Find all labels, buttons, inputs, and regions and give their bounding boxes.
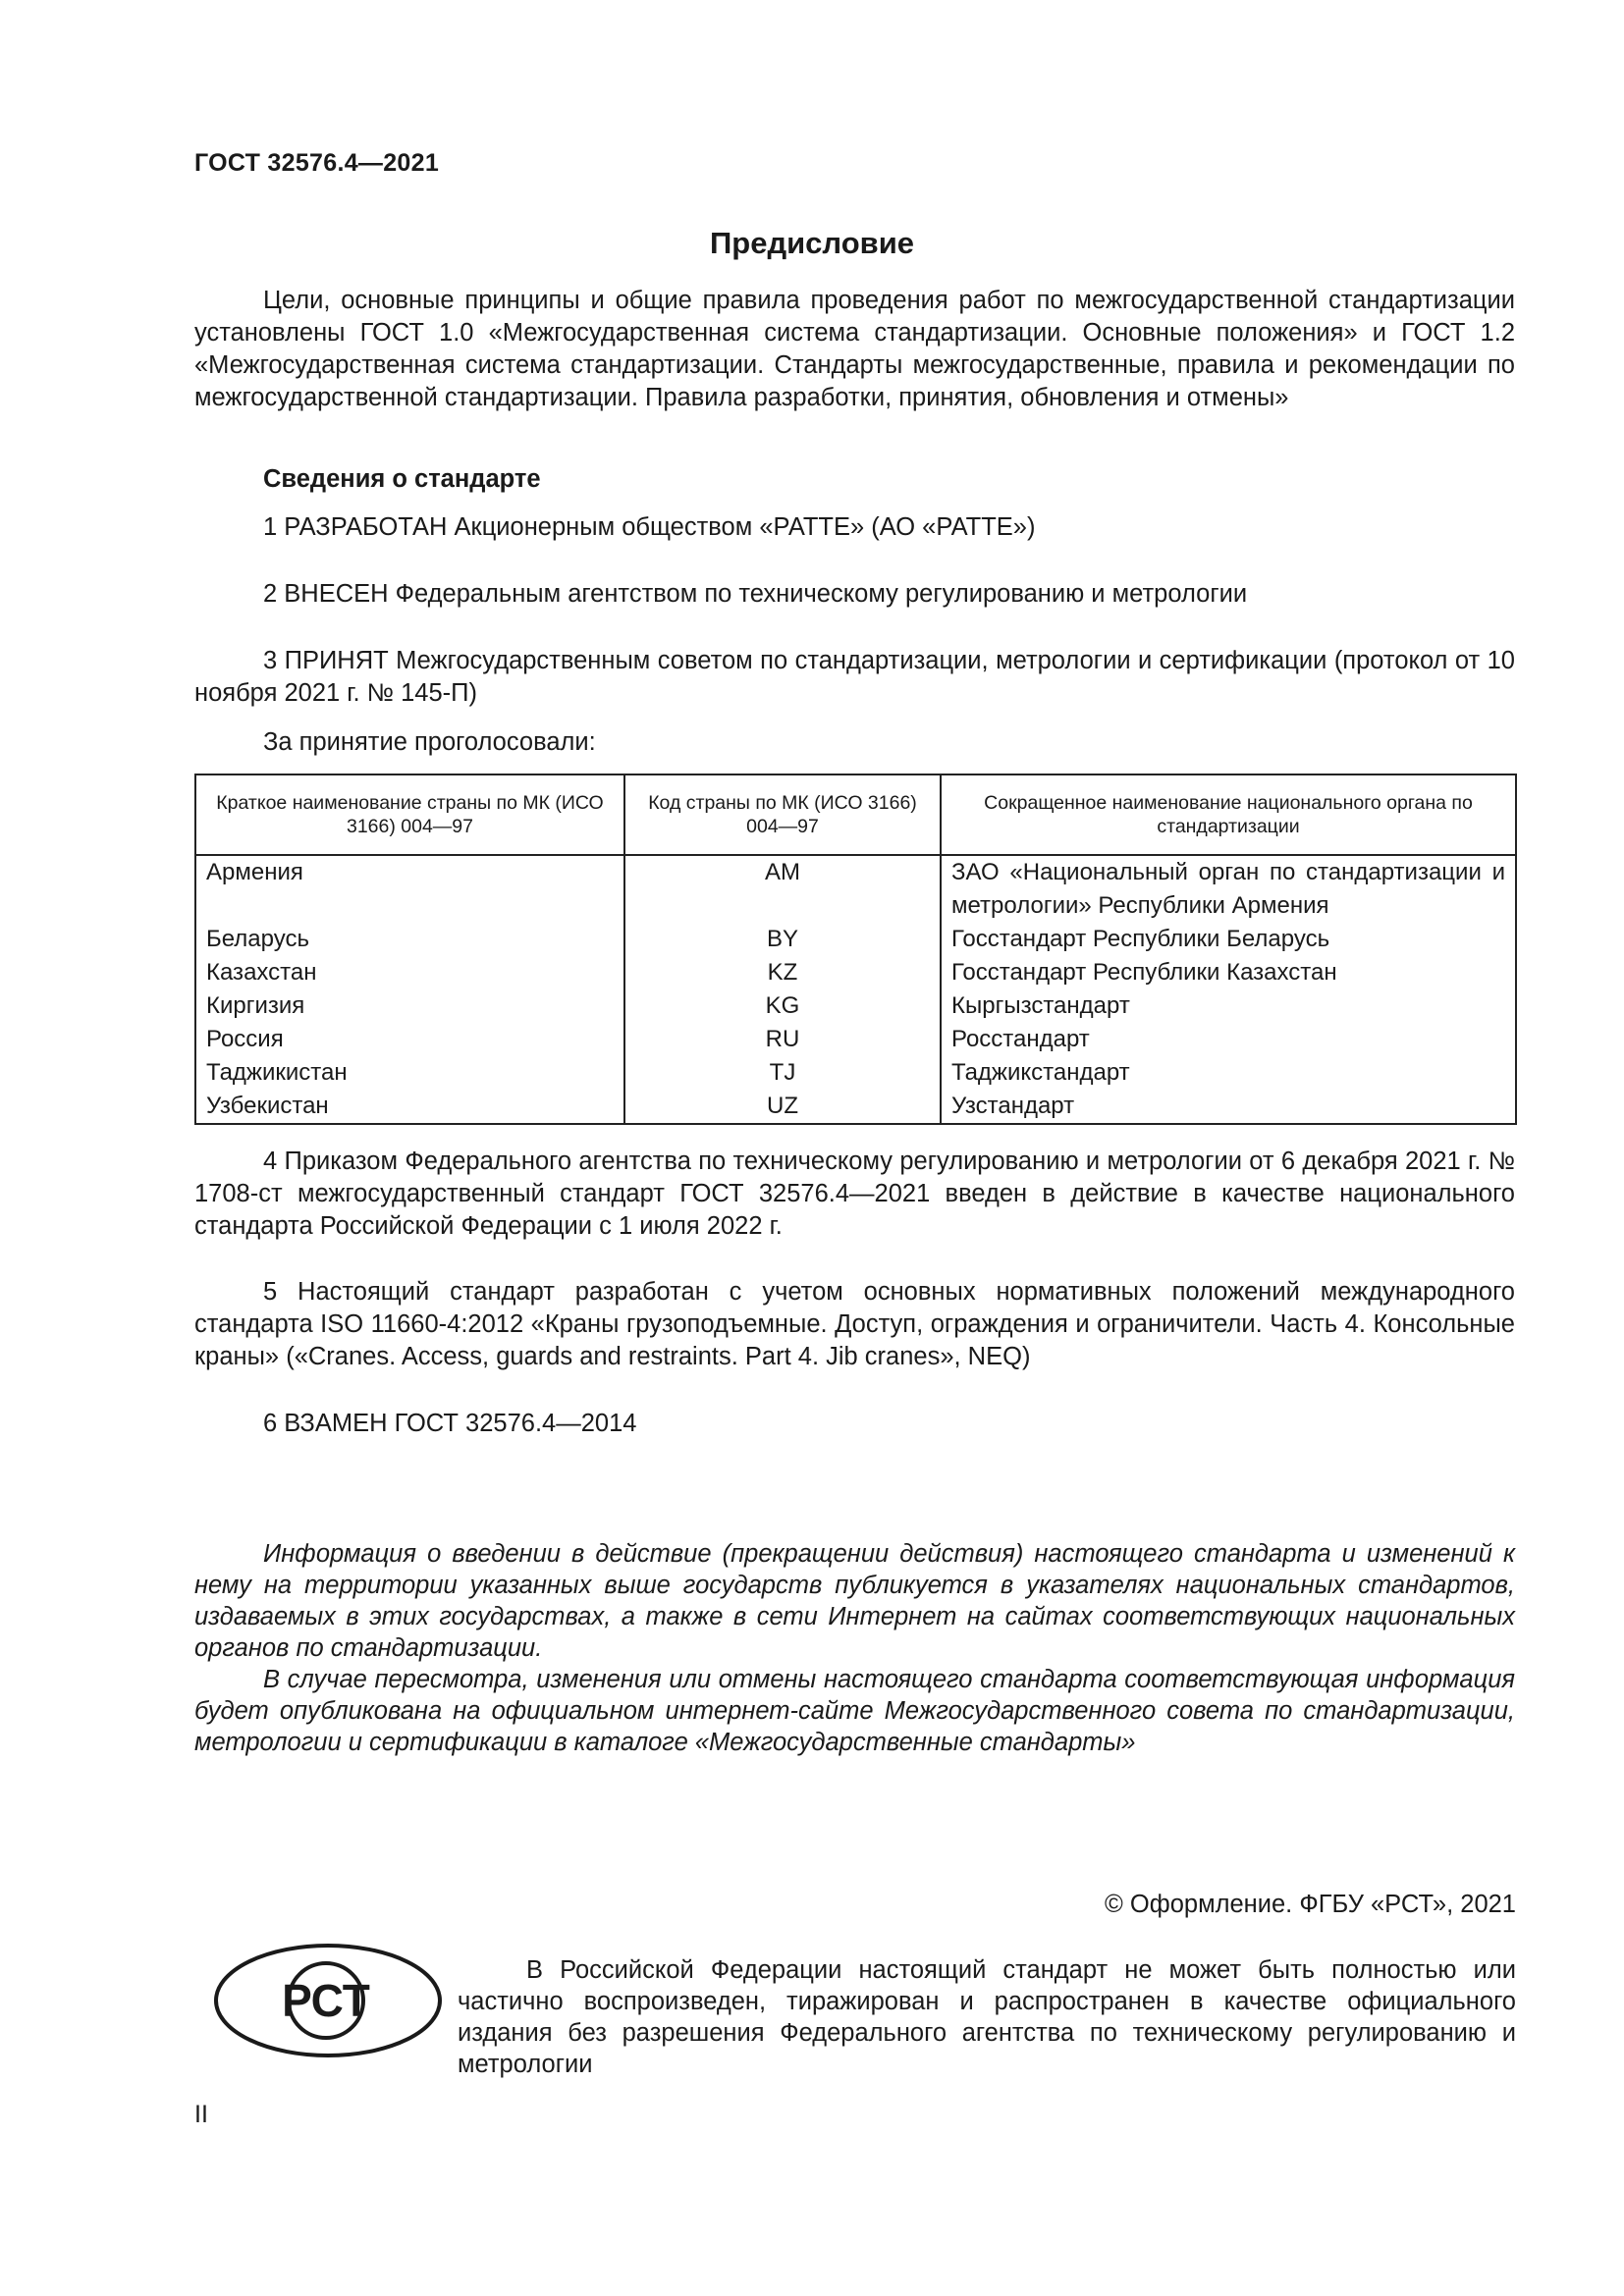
- intro-paragraph: Цели, основные принципы и общие правила проведения работ по межгосударственной стандартизации установлены ГОСТ 1.0 «Межгосударственная система стандартизации. Основные положения» и ГОСТ 1.2 «Межгосударственная система стандартизации. Стандарты межгосударственные, правила и рекомендации по межгосударственной стандартизации. Правила разработки, принятия, обновления и отмены»: [194, 287, 1515, 411]
- info-heading: Сведения о стандарте: [263, 465, 541, 493]
- item-5: 5 Настоящий стандарт разработан с учетом основных нормативных положений международного стандарта ISO 11660-4:2012 «Краны грузоподъемные. Доступ, ограждения и ограничители. Часть 4. Консольные краны» («Cranes. Access, guards and restraints. Part 4. Jib cranes», NEQ): [194, 1278, 1515, 1370]
- item-6: 6 ВЗАМЕН ГОСТ 32576.4—2014: [263, 1410, 637, 1437]
- item-2-block: [194, 578, 1515, 611]
- header-code: Код страны по МК (ИСО 3166) 004—97: [624, 774, 941, 855]
- cell-country: Таджикистан: [195, 1056, 624, 1090]
- cell-body: Госстандарт Республики Беларусь: [941, 923, 1516, 956]
- cell-body: Таджикстандарт: [941, 1056, 1516, 1090]
- table-row: [195, 956, 1516, 989]
- header-country: Краткое наименование страны по МК (ИСО 3166) 004—97: [195, 774, 624, 855]
- header-body: Сокращенное наименование национального органа по стандартизации: [941, 774, 1516, 855]
- table-row: [195, 855, 1516, 923]
- cell-country: Узбекистан: [195, 1090, 624, 1124]
- item-3-block: [194, 645, 1515, 710]
- cell-code: KZ: [624, 956, 941, 989]
- table-row: [195, 1056, 1516, 1090]
- table-row: [195, 923, 1516, 956]
- cell-code: RU: [624, 1023, 941, 1056]
- intro-section: [194, 285, 1515, 414]
- copyright: © Оформление. ФГБУ «РСТ», 2021: [1105, 1891, 1516, 1918]
- voting-table: [194, 774, 1517, 1125]
- cell-body: Кыргызстандарт: [941, 989, 1516, 1023]
- page-title: Предисловие: [709, 226, 914, 260]
- cell-code: KG: [624, 989, 941, 1023]
- logo-letters: РСТ: [282, 1975, 370, 2026]
- cell-code: AM: [624, 855, 941, 923]
- cell-body: Узстандарт: [941, 1090, 1516, 1124]
- voted-block: [194, 726, 1515, 759]
- rst-logo-icon: [210, 1940, 446, 2061]
- voted-label: За принятие проголосовали:: [263, 728, 596, 756]
- cell-country: Армения: [195, 855, 624, 923]
- item-4: 4 Приказом Федерального агентства по техническому регулированию и метрологии от 6 декабря 2021 г. № 1708-ст межгосударственный стандарт ГОСТ 32576.4—2021 введен в действие в качестве национального стандарта Российской Федерации с 1 июля 2022 г.: [194, 1148, 1515, 1240]
- pct-certification-logo: [210, 1940, 446, 2066]
- notice-paragraph-1: Информация о введении в действие (прекращении действия) настоящего стандарта и изменений к нему на территории указанных выше государств публикуется в указателях национальных стандартов, издаваемых в этих государствах, а также в сети Интернет на сайтах соответствующих национальных органов по стандартизации.: [194, 1540, 1515, 1662]
- table-row: [195, 989, 1516, 1023]
- cell-code: BY: [624, 923, 941, 956]
- cell-body: Госстандарт Республики Казахстан: [941, 956, 1516, 989]
- item-4-block: [194, 1146, 1515, 1243]
- standard-code: ГОСТ 32576.4—2021: [194, 149, 440, 177]
- cell-country: Россия: [195, 1023, 624, 1056]
- info-section: [194, 463, 1515, 496]
- cell-country: Киргизия: [195, 989, 624, 1023]
- table-row: [195, 1023, 1516, 1056]
- item-6-block: [194, 1408, 1515, 1440]
- item-3: 3 ПРИНЯТ Межгосударственным советом по стандартизации, метрологии и сертификации (протокол от 10 ноября 2021 г. № 145-П): [194, 647, 1515, 707]
- rf-copyright-note: В Российской Федерации настоящий стандарт не может быть полностью или частично воспроизведен, тиражирован и распространен в качестве официального издания без разрешения Федерального агентства по техническому регулированию и метрологии: [458, 1956, 1516, 2078]
- cell-country: Беларусь: [195, 923, 624, 956]
- item-1-block: [194, 511, 1515, 544]
- cell-country: Казахстан: [195, 956, 624, 989]
- cell-code: TJ: [624, 1056, 941, 1090]
- cell-body: ЗАО «Национальный орган по стандартизации и метрологии» Республики Армения: [941, 855, 1516, 923]
- cell-body: Росстандарт: [941, 1023, 1516, 1056]
- page-number: II: [194, 2101, 208, 2128]
- notice-paragraph-2: В случае пересмотра, изменения или отмены настоящего стандарта соответствующая информация будет опубликована на официальном интернет-сайте Межгосударственного совета по стандартизации, метрологии и сертификации в каталоге «Межгосударственные стандарты»: [194, 1666, 1515, 1756]
- table-header-row: [195, 774, 1516, 855]
- notice-section: [194, 1538, 1515, 1758]
- cell-code: UZ: [624, 1090, 941, 1124]
- item-2: 2 ВНЕСЕН Федеральным агентством по техническому регулированию и метрологии: [263, 580, 1248, 608]
- table-row: [195, 1090, 1516, 1124]
- item-5-block: [194, 1276, 1515, 1373]
- item-1: 1 РАЗРАБОТАН Акционерным обществом «РАТТЕ» (АО «РАТТЕ»): [263, 513, 1036, 541]
